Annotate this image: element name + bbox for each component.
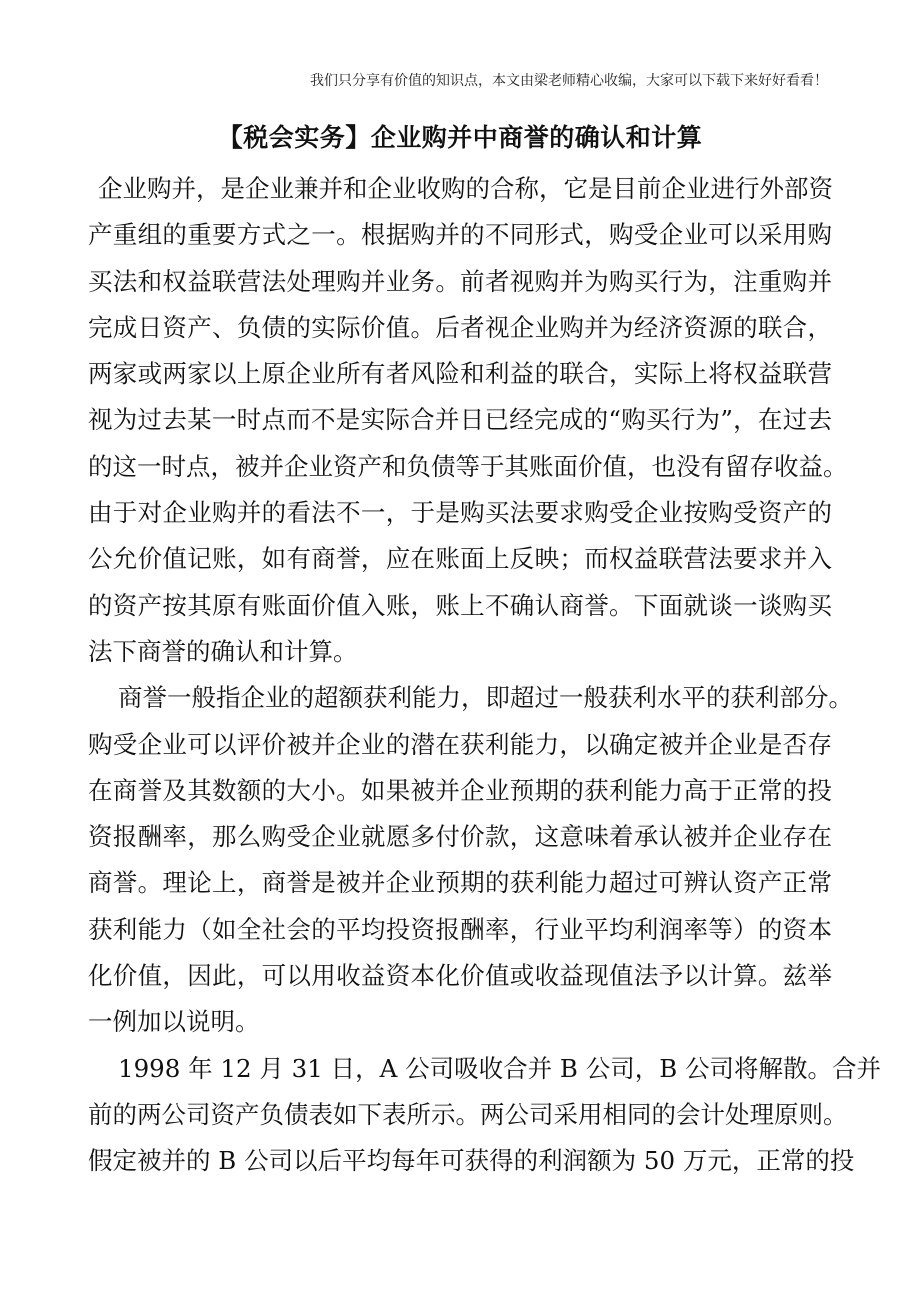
text-line: 化价值，因此，可以用收益资本化价值或收益现值法予以计算。兹举 bbox=[88, 961, 832, 991]
text-line: 买法和权益联营法处理购并业务。前者视购并为购买行为，注重购并 bbox=[88, 266, 832, 296]
text-line: 商誉一般指企业的超额获利能力，即超过一般获利水平的获利部分。 bbox=[118, 683, 853, 713]
text-line: 假定被并的 B 公司以后平均每年可获得的利润额为 50 万元，正常的投 bbox=[88, 1146, 855, 1176]
text-line: 商誉。理论上，商誉是被并企业预期的获利能力超过可辨认资产正常 bbox=[88, 868, 832, 898]
text-line: 资报酬率，那么购受企业就愿多付价款，这意味着承认被并企业存在 bbox=[88, 822, 832, 852]
text-line: 法下商誉的确认和计算。 bbox=[88, 636, 358, 666]
text-line: 的资产按其原有账面价值入账，账上不确认商誉。下面就谈一谈购买 bbox=[88, 590, 832, 620]
paragraph-1 bbox=[88, 166, 848, 675]
text-line: 1998 年 12 月 31 日，A 公司吸收合并 B 公司，B 公司将解散。合并 bbox=[118, 1053, 881, 1083]
text-line: 获利能力（如全社会的平均投资报酬率，行业平均利润率等）的资本 bbox=[88, 914, 832, 944]
text-line: 一例加以说明。 bbox=[88, 1007, 260, 1037]
paragraph-3 bbox=[88, 1046, 881, 1185]
text-line: 购受企业可以评价被并企业的潜在获利能力，以确定被并企业是否存 bbox=[88, 729, 832, 759]
text-line: 前的两公司资产负债表如下表所示。两公司采用相同的会计处理原则。 bbox=[88, 1099, 848, 1129]
page-title: 【税会实务】企业购并中商誉的确认和计算 bbox=[217, 123, 703, 152]
paragraph-2 bbox=[88, 675, 853, 1045]
text-line: 完成日资产、负债的实际价值。后者视企业购并为经济资源的联合， bbox=[88, 312, 832, 342]
text-line: 由于对企业购并的看法不一，于是购买法要求购受企业按购受资产的 bbox=[88, 498, 832, 528]
text-line: 的这一时点，被并企业资产和负债等于其账面价值，也没有留存收益。 bbox=[88, 451, 848, 481]
text-line: 在商誉及其数额的大小。如果被并企业预期的获利能力高于正常的投 bbox=[88, 775, 832, 805]
text-line: 公允价值记账，如有商誉，应在账面上反映；而权益联营法要求并入 bbox=[88, 544, 832, 574]
text-line: 视为过去某一时点而不是实际合并日已经完成的“购买行为”，在过去 bbox=[88, 405, 832, 435]
header-note: 我们只分享有价值的知识点，本文由梁老师精心收编，大家可以下载下来好好看看！ bbox=[310, 73, 828, 89]
text-line: 企业购并，是企业兼并和企业收购的合称，它是目前企业进行外部资 bbox=[98, 174, 833, 203]
text-line: 产重组的重要方式之一。根据购并的不同形式，购受企业可以采用购 bbox=[88, 220, 832, 250]
text-line: 两家或两家以上原企业所有者风险和利益的联合，实际上将权益联营 bbox=[88, 359, 832, 389]
document-body bbox=[88, 166, 881, 1185]
